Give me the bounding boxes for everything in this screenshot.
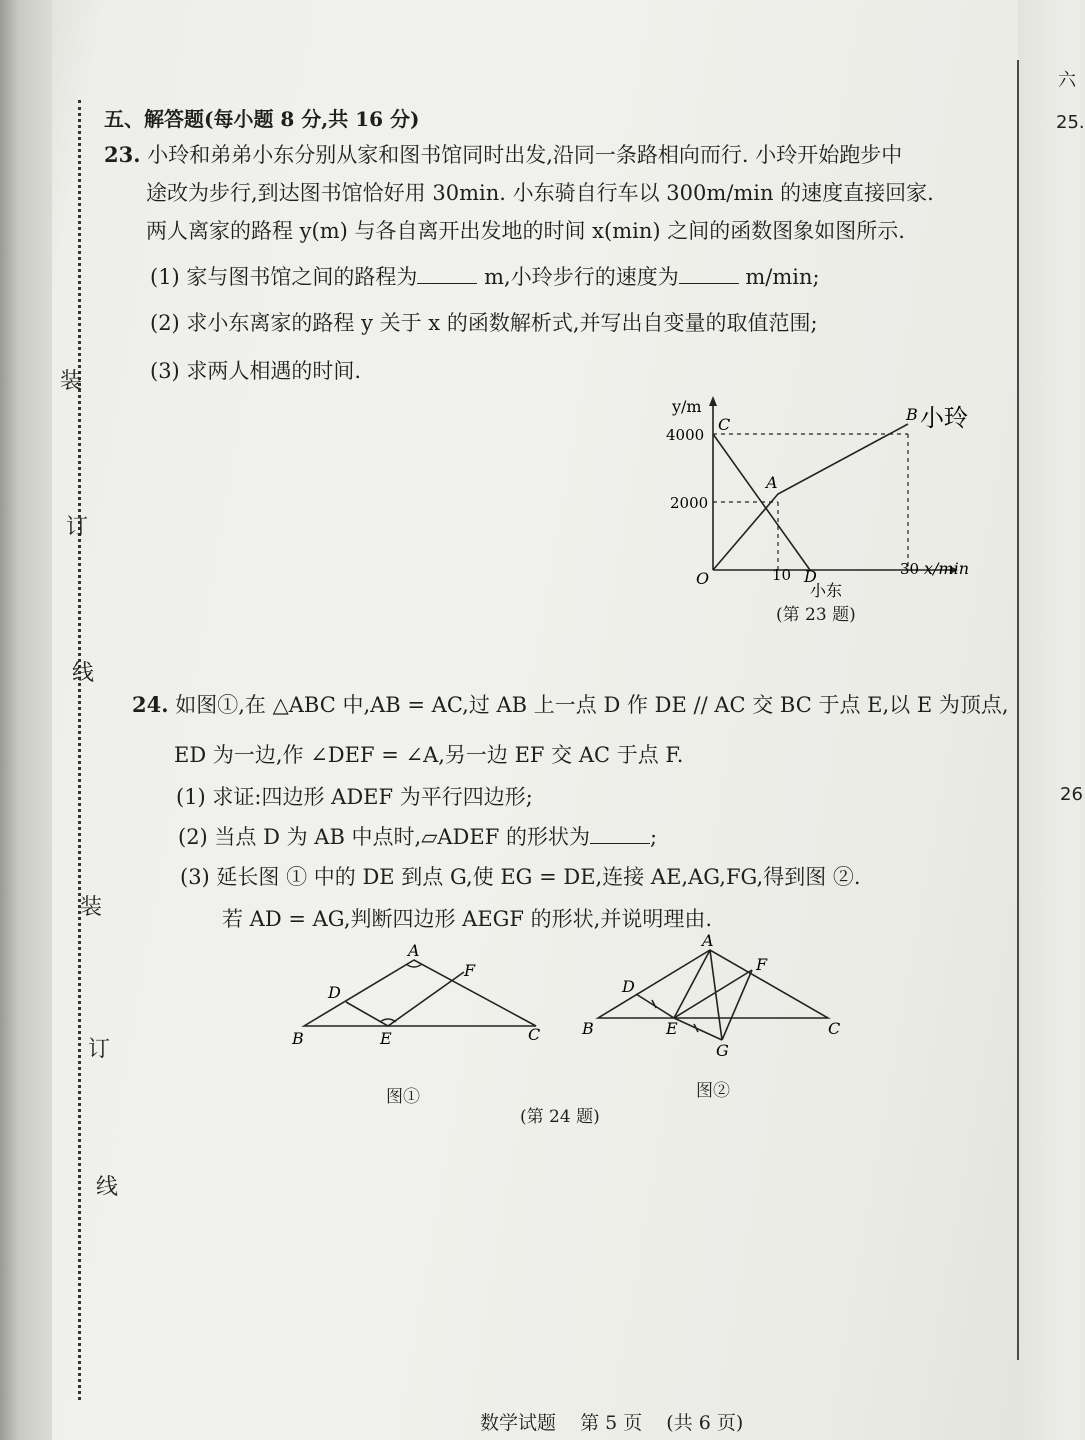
q23-stem-line2: 途改为步行,到达图书馆恰好用 30min. 小东骑自行车以 300m/min 的速度直接回家. [146, 181, 934, 205]
footer-page: 第 5 页 [580, 1412, 643, 1434]
binding-char-ding-2: 订 [88, 1037, 111, 1062]
y-axis-label: y/m [672, 397, 702, 416]
q23-function-graph [660, 390, 990, 630]
handwritten-xiaodong: 小东 [810, 581, 843, 600]
left-page-edge [0, 0, 52, 1440]
y-axis-arrow [709, 396, 717, 406]
q23-number: 23. [104, 142, 141, 167]
fig1-label-b: B [292, 1029, 304, 1048]
q23-line1 [104, 140, 902, 170]
q24-part2-a: (2) 当点 D 为 AB 中点时,▱ADEF 的形状为 [178, 825, 590, 849]
binding-char-zhuang: 装 [60, 369, 83, 394]
fig1-label-f: F [464, 961, 476, 980]
right-margin-rule [1017, 60, 1019, 1360]
q24-figure-2 [576, 930, 856, 1060]
binding-char-xian-2: 线 [96, 1175, 119, 1200]
fig2-label-f: F [756, 955, 768, 974]
origin-label: O [696, 569, 710, 588]
fig2-label-b: B [582, 1019, 594, 1038]
point-d-label: D [804, 567, 817, 586]
right-margin-q26: 26 [1060, 784, 1083, 805]
xiaoling-path [713, 424, 908, 570]
tick-2000: 2000 [670, 494, 709, 512]
fig1-lines-de-ef [346, 972, 464, 1026]
q24-part3-line2: 若 AD = AG,判断四边形 AEGF 的形状,并说明理由. [222, 907, 713, 931]
binding-char-zhuang-2: 装 [80, 895, 103, 920]
x-axis-label: x/min [924, 559, 970, 578]
q24-figure-1 [288, 940, 558, 1060]
point-c-label: C [718, 415, 731, 434]
right-page-edge [1018, 0, 1080, 1440]
page-footer [480, 1408, 761, 1435]
q24-part2-b: ; [649, 825, 658, 849]
point-b-label: B [906, 405, 918, 424]
q23-blank-distance[interactable] [417, 265, 477, 284]
fig2-label-d: D [622, 977, 635, 996]
right-margin-q25: 25. [1056, 112, 1085, 133]
q23-blank-speed[interactable] [679, 265, 739, 284]
q23-part1 [150, 262, 820, 292]
fig2-label-e: E [666, 1019, 678, 1038]
section-title: 五、解答题(每小题 8 分,共 16 分) [104, 107, 420, 131]
q23-part1-c: m/min; [745, 265, 820, 289]
binding-char-xian: 线 [72, 661, 95, 686]
fig1-label-e: E [380, 1029, 392, 1048]
fig2-caption: 图② [696, 1081, 730, 1101]
q23-caption: (第 23 题) [776, 605, 856, 625]
xiaodong-path [713, 434, 810, 570]
q24-stem-line1: 如图①,在 △ABC 中,AB = AC,过 AB 上一点 D 作 DE // AC 交 BC 于点 E,以 E 为顶点, [175, 693, 1009, 717]
q23-part1-a: (1) 家与图书馆之间的路程为 [150, 265, 418, 289]
fig1-angle-a-mark [406, 964, 422, 967]
fig1-label-a: A [408, 941, 420, 960]
handwritten-xiaoling: 小玲 [920, 404, 968, 432]
q24-line1 [132, 690, 1009, 720]
fig2-label-c: C [828, 1019, 841, 1038]
q23-part2: (2) 求小东离家的路程 y 关于 x 的函数解析式,并写出自变量的取值范围; [150, 311, 818, 335]
fig2-label-a: A [702, 931, 714, 950]
footer-total: (共 6 页) [666, 1412, 744, 1434]
q23-stem-line1: 小玲和弟弟小东分别从家和图书馆同时出发,沿同一条路相向而行. 小玲开始跑步中 [147, 143, 903, 167]
binding-char-ding: 订 [66, 515, 89, 540]
fig1-label-c: C [528, 1025, 541, 1044]
fig1-caption: 图① [386, 1087, 420, 1107]
fig2-line-deg [636, 994, 722, 1040]
fig1-label-d: D [328, 983, 341, 1002]
q24-number: 24. [132, 692, 169, 717]
q24-part2 [178, 822, 657, 852]
q24-caption: (第 24 题) [520, 1107, 600, 1127]
q24-stem-line2: ED 为一边,作 ∠DEF = ∠A,另一边 EF 交 AC 于点 F. [174, 743, 684, 767]
point-a-label: A [766, 473, 778, 492]
fig2-line-fg [722, 970, 752, 1040]
tick-4000: 4000 [666, 426, 705, 444]
q23-stem-line3: 两人离家的路程 y(m) 与各自离开出发地的时间 x(min) 之间的函数图象如图所示. [146, 219, 905, 243]
binding-dotted-line [78, 100, 81, 1400]
footer-subject: 数学试题 [480, 1412, 557, 1434]
q24-part1: (1) 求证:四边形 ADEF 为平行四边形; [176, 785, 533, 809]
tick-30: 30 [900, 560, 920, 578]
fig2-label-g: G [716, 1041, 729, 1060]
q23-part3: (3) 求两人相遇的时间. [150, 359, 362, 383]
tick-10: 10 [772, 566, 792, 584]
right-margin-section-char: 六 [1058, 70, 1076, 91]
q24-part3-line1: (3) 延长图 ① 中的 DE 到点 G,使 EG = DE,连接 AE,AG,FG,得到图 ②. [180, 865, 861, 889]
q23-part1-b: m,小玲步行的速度为 [484, 265, 679, 289]
q24-blank-shape[interactable] [590, 825, 650, 844]
